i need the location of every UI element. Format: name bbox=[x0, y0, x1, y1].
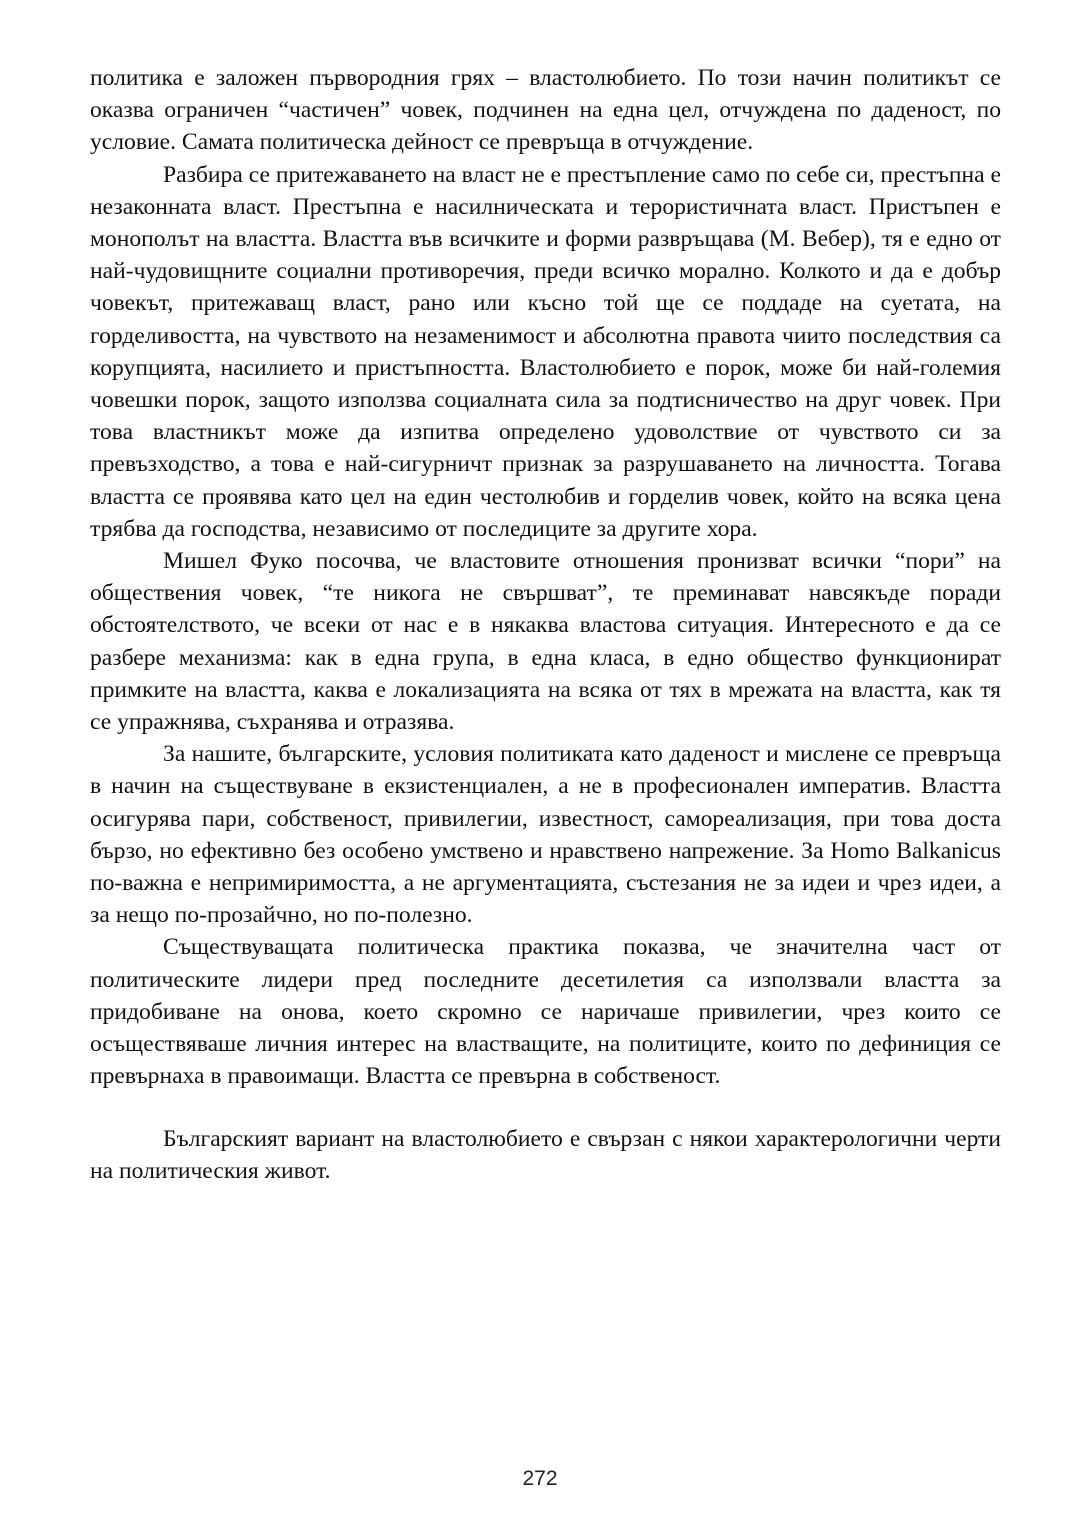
paragraph-foucault: Мишел Фуко посочва, че властовите отношения пронизват всички “пори” на обществения човек, “те никога не свършват”, те преминават навсякъде поради обстоятелството, че всеки от нас е в някаква властова ситуация. Интересното е да се разбере механизма: как в една група, в една класа, в едно общество функционират примките на властта, каква е локализацията на всяка от тях в мрежата на властта, как тя се упражнява, съхранява и отразява. bbox=[90, 548, 1001, 736]
page-body bbox=[90, 62, 1001, 1187]
page-number: 272 bbox=[522, 1467, 558, 1490]
paragraph-political-practice: Съществуващата политическа практика показва, че значителна част от политическите лидери пред последните десетилетия са използвали властта за придобиване на онова, което скромно се наричаше привилегии, чрез които се осъществяваше личния интерес на властващите, на политиците, които по дефиниция се превърнаха в правоимащи. Властта се превърна в собственост. bbox=[90, 934, 1001, 1090]
paragraph-bulgarian-variant: Българският вариант на властолюбието е свързан с някои характерологични черти на политическия живот. bbox=[90, 1125, 1001, 1184]
paragraph-bulgarian-conditions: За нашите, българските, условия политиката като даденост и мислене се превръща в начин на съществуване в екзистенциален, а не в професионален императив. Властта осигурява пари, собственост, привилегии, известност, самореализация, при това доста бързо, но ефективно без особено умствено и нравствено напрежение. За Homo Balkanicus по-важна е непримиримостта, а не аргументацията, състезания не за идеи и чрез идеи, а за нещо по-прозайчно, но по-полезно. bbox=[90, 741, 1001, 929]
paragraph-continuation: политика е заложен първородния грях – властолюбието. По този начин политикът се оказва ограничен “частичен” човек, подчинен на една цел, отчуждена по даденост, по условие. Самата политическа дейност се превръща в отчуждение. bbox=[90, 65, 1001, 156]
paragraph-power-crime: Разбира се притежаването на власт не е престъпление само по себе си, престъпна е незаконната власт. Престъпна е насилническата и терористичната власт. Пристъпен е монополът на властта. Властта във всичките и форми развръщава (М. Вебер), тя е едно от най-чудовищните социални противоречия, преди всичко морално. Колкото и да е добър човекът, притежаващ власт, рано или късно той ще се поддаде на суетата, на горделивостта, на чувството на незаменимост и абсолютна правота чиито последствия са корупцията, насилието и пристъпността. Властолюбието е порок, може би най-големия човешки порок, защото използва социалната сила за подтисничество на друг човек. При това властникът може да изпитва определено удоволствие от чувството си за превъзходство, а това е най-сигурничт признак за разрушаването на личността. Тогава властта се проявява като цел на един честолюбив и горделив човек, който на всяка цена трябва да господства, независимо от последиците за другите хора. bbox=[90, 161, 1001, 542]
